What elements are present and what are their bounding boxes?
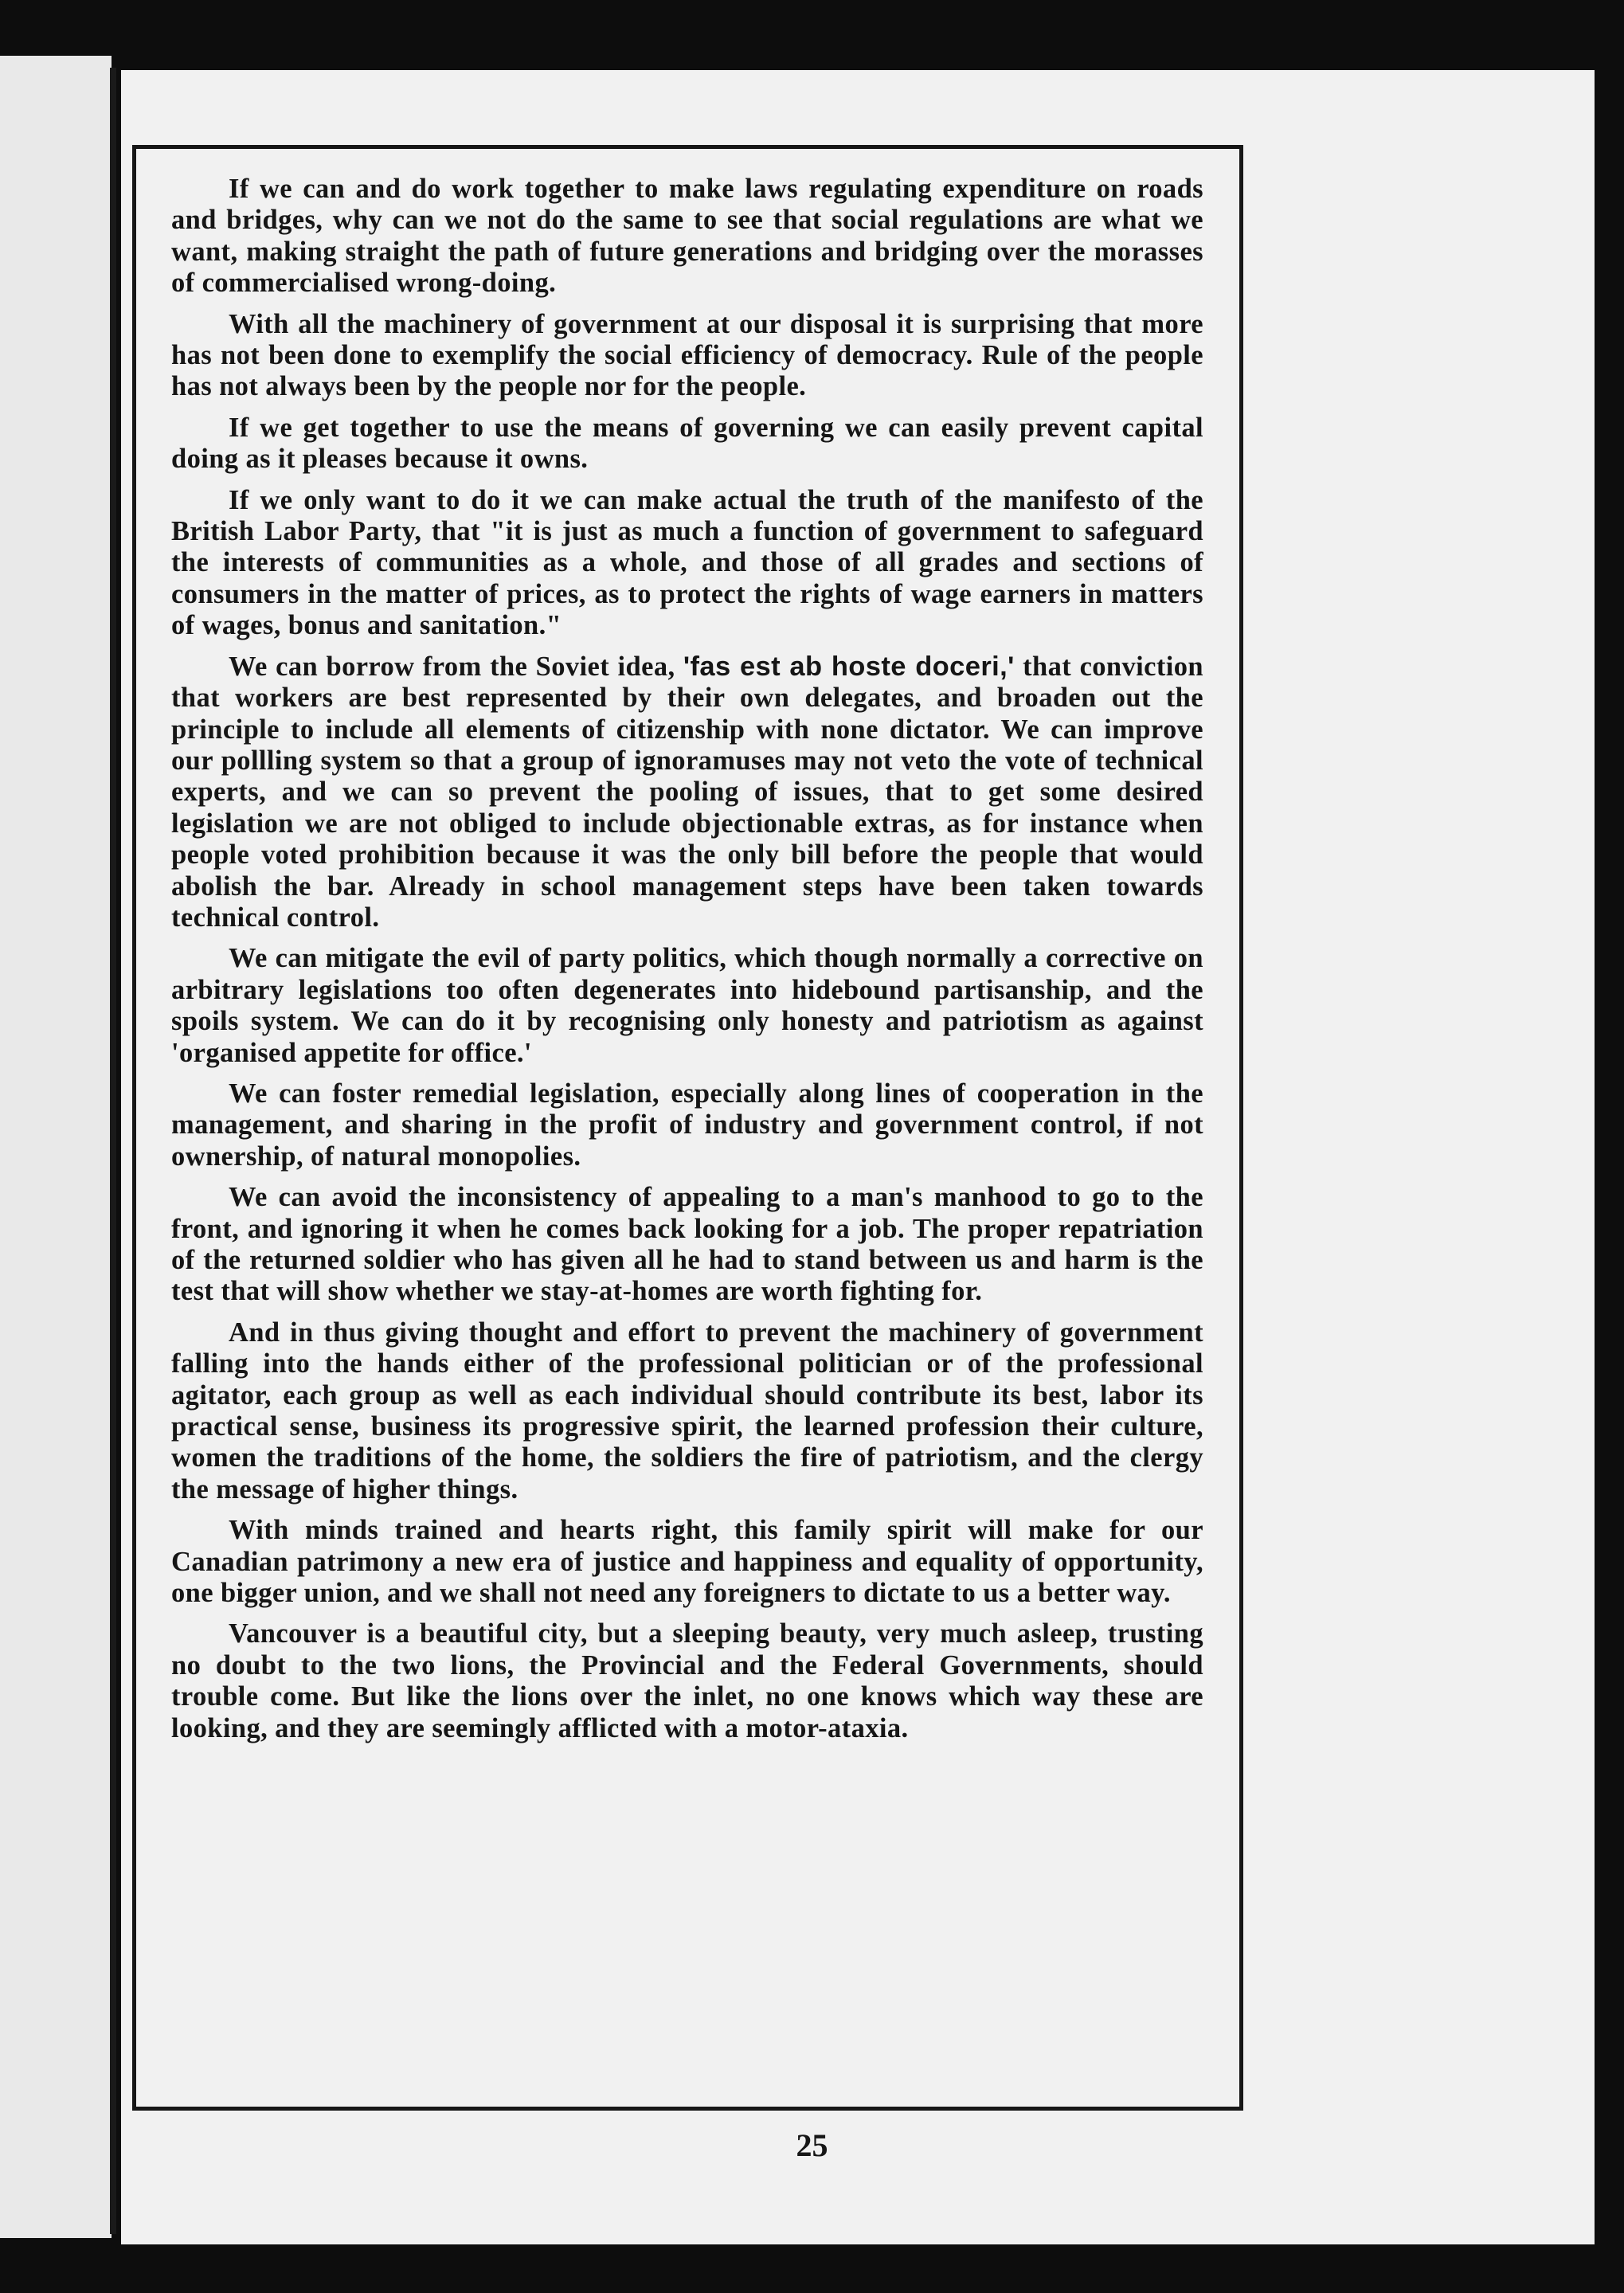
paragraph-soldier: We can avoid the inconsistency of appealing to a man's manhood to go to the front, and ignoring it when he comes back looking for a job. The proper repatriation of the returned soldier who has given all he had to stand between us and harm is the test that will show whether we stay-at-homes are worth fighting for. — [171, 1182, 1203, 1307]
soviet-text-before: We can borrow from the Soviet idea, — [229, 651, 683, 682]
paragraph-capital: If we get together to use the means of governing we can easily prevent capital doing as it pleases because it owns. — [171, 412, 1203, 475]
paragraph-laws: If we can and do work together to make laws regulating expenditure on roads and bridges, why can we not do the same to see that social regulations are what we want, making straight the path of future generations and bridging over the morasses of commercialised wrong-doing. — [171, 174, 1203, 299]
paragraph-groups: And in thus giving thought and effort to prevent the machinery of government falling into the hands either of the professional politician or of the professional agitator, each group as well as each individual should contribute its best, labor its practical sense, business its progressive spirit, the learned profession their culture, women the traditions of the home, the soldiers the fire of patriotism, and the clergy the message of higher things. — [171, 1317, 1203, 1505]
paragraph-legislation: We can foster remedial legislation, especially along lines of cooperation in the management, and sharing in the profit of industry and government control, if not ownership, of natural monopolies. — [171, 1078, 1203, 1172]
binding-edge — [110, 68, 116, 2234]
paragraph-manifesto: If we only want to do it we can make actual the truth of the manifesto of the British Labor Party, that "it is just as much a function of government to safeguard the interests of communities as a whole, and those of all grades and sections of consumers in the matter of prices, as to protect the rights of wage earners in matters of wages, bonus and sanitation." — [171, 484, 1203, 641]
paragraph-machinery: With all the machinery of government at our disposal it is surprising that more has not been done to exemplify the social efficiency of democracy. Rule of the people has not always been by the people nor for the people. — [171, 308, 1203, 402]
soviet-text-after: that conviction that workers are best represented by their own delegates, and broaden out the principle to include all elements of citizenship with none dictator. We can improve our pollling system so that a group of ignoramuses may not veto the vote of technical experts, and we can so prevent the pooling of issues, that to get some desired legislation we are not obliged to include objectionable extras, as for instance when people voted prohibition because it was the only bill before the people that would abolish the bar. Already in school management steps have been taken towards technical control. — [171, 651, 1203, 933]
paragraph-family-spirit: With minds trained and hearts right, this family spirit will make for our Canadian patrimony a new era of justice and happiness and equality of opportunity, one bigger union, and we shall not need any foreigners to dictate to us a better way. — [171, 1515, 1203, 1609]
scan-margin — [0, 56, 112, 2238]
paragraph-vancouver: Vancouver is a beautiful city, but a sleeping beauty, very much asleep, trusting no doubt to the two lions, the Provincial and the Federal Governments, should trouble come. But like the lions over the inlet, no one knows which way these are looking, and they are seemingly afflicted with a motor-ataxia. — [171, 1618, 1203, 1743]
paragraph-soviet — [171, 652, 1203, 934]
paragraph-party-politics: We can mitigate the evil of party politics, which though normally a corrective on arbitrary legislations too often degenerates into hidebound partisanship, and the spoils system. We can do it by recognising only honesty and patriotism as against 'organised appetite for office.' — [171, 943, 1203, 1068]
page-number: 25 — [796, 2127, 828, 2163]
article-body — [171, 174, 1203, 2101]
latin-phrase: 'fas est ab hoste doceri,' — [683, 651, 1015, 682]
